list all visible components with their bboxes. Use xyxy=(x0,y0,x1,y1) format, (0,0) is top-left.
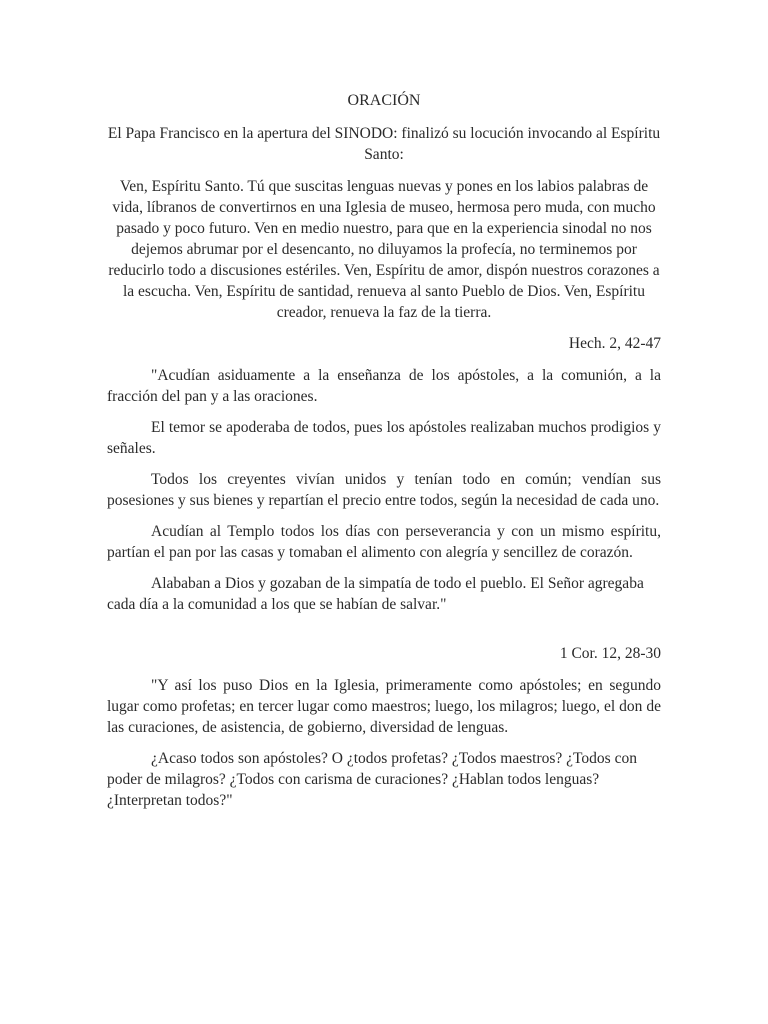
acts-paragraph: "Acudían asiduamente a la enseñanza de los apóstoles, a la comunión, a la fracción del pan y a las oraciones. xyxy=(107,367,661,405)
acts-paragraph: El temor se apoderaba de todos, pues los apóstoles realizaban muchos prodigios y señales. xyxy=(107,419,661,457)
acts-paragraph: Acudían al Templo todos los días con perseverancia y con un mismo espíritu, partían el pan por las casas y tomaban el alimento con alegría y sencillez de corazón. xyxy=(107,523,661,561)
scripture-reference-corinthians: 1 Cor. 12, 28-30 xyxy=(559,645,661,662)
acts-paragraph: Alababan a Dios y gozaban de la simpatía de todo el pueblo. El Señor agregaba cada día a la comunidad a los que se habían de salvar." xyxy=(107,575,644,613)
prayer-text: Ven, Espíritu Santo. Tú que suscitas lenguas nuevas y pones en los labios palabras de vida, líbranos de convertirnos en una Iglesia de museo, hermosa pero muda, con mucho pasado y poco futuro. Ven en medio nuestro, para que en la experiencia sinodal no nos dejemos abrumar por el desencanto, no diluyamos la profecía, no terminemos por reducirlo todo a discusiones estériles. Ven, Espíritu de amor, dispón nuestros corazones a la escucha. Ven, Espíritu de santidad, renueva al santo Pueblo de Dios. Ven, Espíritu creador, renueva la faz de la tierra. xyxy=(108,178,660,321)
acts-paragraph: Todos los creyentes vivían unidos y tenían todo en común; vendían sus posesiones y sus bienes y repartían el precio entre todos, según la necesidad de cada uno. xyxy=(107,471,661,509)
intro-text: El Papa Francisco en la apertura del SINODO: finalizó su locución invocando al Espíritu Santo: xyxy=(107,125,661,163)
scripture-reference-acts: Hech. 2, 42-47 xyxy=(568,335,661,352)
document-page xyxy=(107,90,661,821)
corinthians-paragraph: "Y así los puso Dios en la Iglesia, primeramente como apóstoles; en segundo lugar como profetas; en tercer lugar como maestros; luego, los milagros; luego, el don de las curaciones, de asistencia, de gobierno, diversidad de lenguas. xyxy=(107,677,661,736)
corinthians-paragraph: ¿Acaso todos son apóstoles? O ¿todos profetas? ¿Todos maestros? ¿Todos con poder de milagros? ¿Todos con carisma de curaciones? ¿Hablan todos lenguas? ¿Interpretan todos?" xyxy=(107,750,637,809)
document-title: ORACIÓN xyxy=(347,92,421,109)
